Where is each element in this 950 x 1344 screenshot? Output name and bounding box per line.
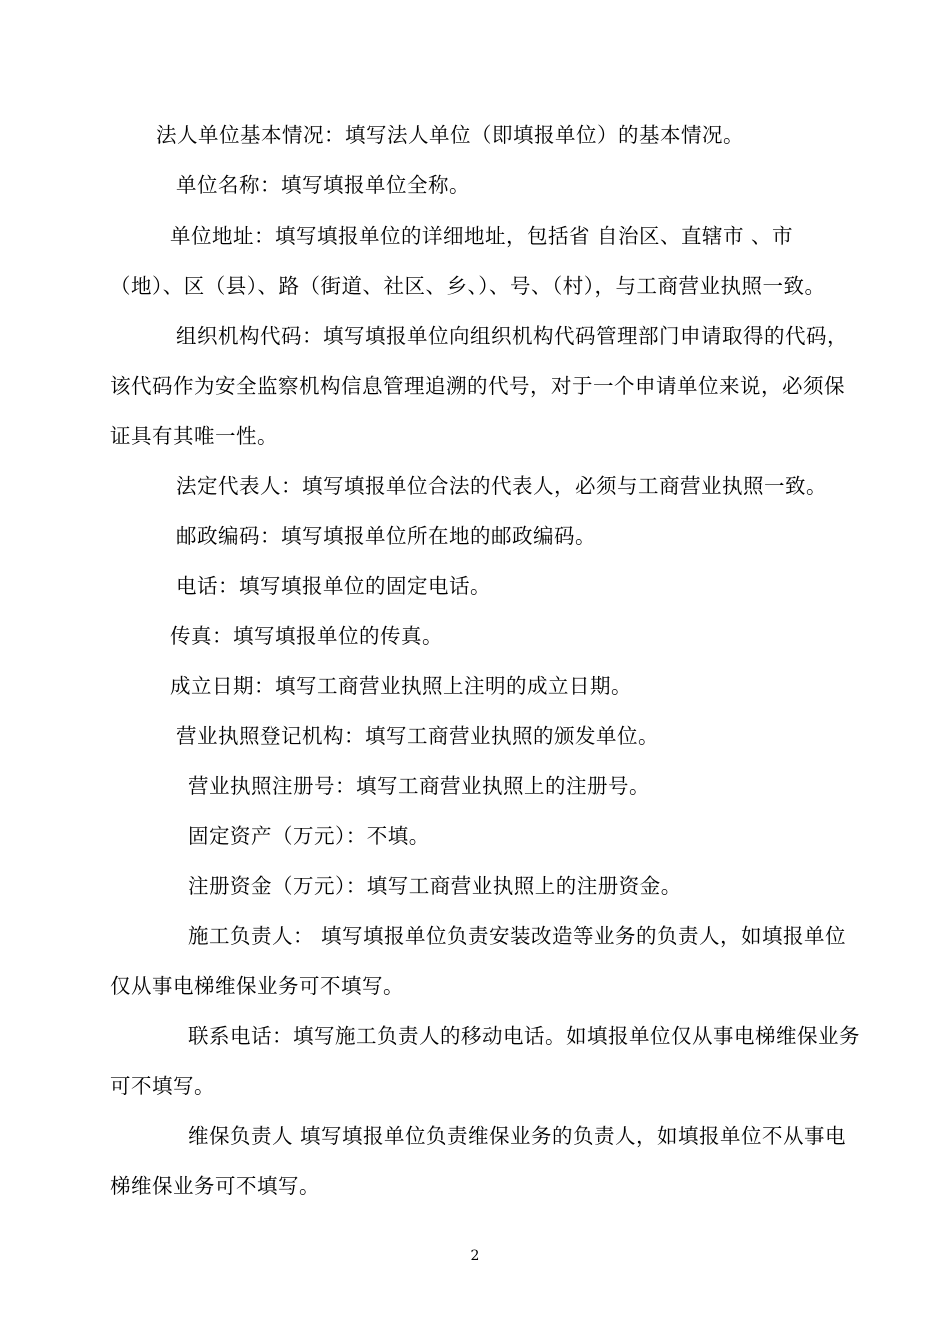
paragraph-legal-entity-info: 法人单位基本情况：填写法人单位（即填报单位）的基本情况。 — [156, 123, 744, 147]
paragraph-maintenance-manager: 维保负责人 填写填报单位负责维保业务的负责人，如填报单位不从事电梯维保业务可不填写。 — [110, 1124, 847, 1198]
paragraph-unit-address: 单位地址：填写填报单位的详细地址，包括省 自治区、直辖市 、市（地）、区（县）、路（街道、社区、乡、）、号、（村），与工商营业执照一致。 — [110, 224, 826, 298]
paragraph-fixed-assets: 固定资产（万元）：不填。 — [188, 824, 430, 848]
paragraph-construction-manager: 施工负责人： 填写填报单位负责安装改造等业务的负责人，如填报单位仅从事电梯维保业务可不填写。 — [110, 924, 847, 998]
paragraph-contact-phone: 联系电话：填写施工负责人的移动电话。如填报单位仅从事电梯维保业务可不填写。 — [110, 1024, 860, 1098]
paragraph-license-registration-authority: 营业执照登记机构：填写工商营业执照的颁发单位。 — [176, 724, 659, 748]
paragraph-unit-name: 单位名称：填写填报单位全称。 — [176, 173, 470, 197]
paragraph-registered-capital: 注册资金（万元）：填写工商营业执照上的注册资金。 — [188, 874, 682, 898]
paragraph-org-code: 组织机构代码：填写填报单位向组织机构代码管理部门申请取得的代码，该代码作为安全监察机构信息管理追溯的代号，对于一个申请单位来说，必须保证具有其唯一性。 — [110, 324, 848, 448]
paragraph-establishment-date: 成立日期：填写工商营业执照上注明的成立日期。 — [170, 674, 632, 698]
page-number: 2 — [470, 1248, 480, 1264]
paragraph-telephone: 电话：填写填报单位的固定电话。 — [176, 574, 491, 598]
paragraph-license-registration-number: 营业执照注册号：填写工商营业执照上的注册号。 — [188, 774, 650, 798]
paragraph-fax: 传真：填写填报单位的传真。 — [170, 624, 443, 648]
paragraph-postal-code: 邮政编码：填写填报单位所在地的邮政编码。 — [176, 524, 596, 548]
paragraph-legal-representative: 法定代表人：填写填报单位合法的代表人，必须与工商营业执照一致。 — [176, 474, 827, 498]
